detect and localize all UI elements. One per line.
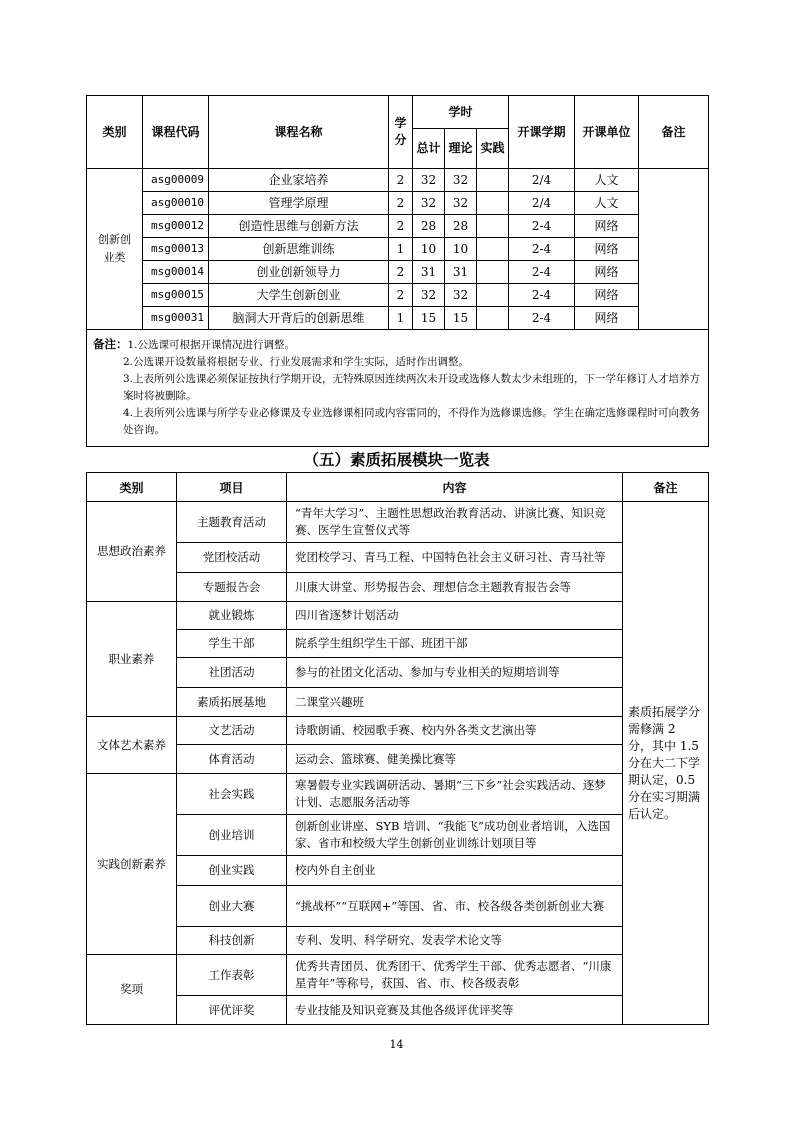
table-row [87,192,709,215]
item-cell: 学生干部 [177,630,287,658]
category-cell: 实践创新素养 [87,774,177,955]
header-category: 类别 [87,473,177,502]
remarks-cell: 素质拓展学分需修满 2 分，其中 1.5 分在大二下学期认定，0.5 分在实习期满后认定。 [623,502,709,1025]
remarks-cell [639,169,709,330]
cell-theory: 32 [445,284,477,307]
table-row [87,502,709,543]
table-row [87,886,709,927]
content-cell: “青年大学习”、主题性思想政治教育活动、讲演比赛、知识竞赛、医学生宣誓仪式等 [287,502,623,543]
item-cell: 体育活动 [177,745,287,774]
header-content: 内容 [287,473,623,502]
cell-theory: 31 [445,261,477,284]
category-cell: 文体艺术素养 [87,717,177,774]
item-cell: 科技创新 [177,927,287,955]
notes-row [87,330,709,447]
item-cell: 文艺活动 [177,717,287,745]
content-cell: 运动会、篮球赛、健美操比赛等 [287,745,623,774]
cell-practice [477,238,509,261]
table-row [87,543,709,573]
cell-name: 脑洞大开背后的创新思维 [209,307,389,330]
header-item: 项目 [177,473,287,502]
cell-practice [477,192,509,215]
item-cell: 就业锻炼 [177,602,287,630]
cell-total: 15 [413,307,445,330]
cell-unit: 网络 [575,284,639,307]
table-row [87,856,709,886]
content-cell: 校内外自主创业 [287,856,623,886]
cell-semester: 2-4 [509,261,575,284]
cell-credits: 2 [389,284,413,307]
category-cell: 奖项 [87,955,177,1025]
cell-name: 创新思维训练 [209,238,389,261]
cell-unit: 网络 [575,215,639,238]
content-cell: 四川省逐梦计划活动 [287,602,623,630]
table-row [87,996,709,1025]
cell-semester: 2-4 [509,307,575,330]
table-row [87,169,709,192]
cell-practice [477,215,509,238]
cell-credits: 2 [389,192,413,215]
content-cell: 院系学生组织学生干部、班团干部 [287,630,623,658]
table-row [87,573,709,602]
content-cell: 诗歌朗诵、校园歌手赛、校内外各类文艺演出等 [287,717,623,745]
content-cell: “挑战杯”“互联网+”等国、省、市、校各级各类创新创业大赛 [287,886,623,927]
page-number: 14 [389,1038,404,1051]
header-total-hours: 总计 [413,129,445,169]
cell-code: msg00013 [143,238,209,261]
table-row [87,658,709,688]
cell-theory: 32 [445,192,477,215]
cell-practice [477,169,509,192]
header-category: 类别 [87,96,143,169]
cell-total: 28 [413,215,445,238]
cell-semester: 2-4 [509,215,575,238]
content-cell: 创新创业讲座、SYB 培训、“我能飞”成功创业者培训，入选国家、省市和校级大学生创新创业训练计划项目等 [287,815,623,856]
cell-credits: 2 [389,169,413,192]
cell-total: 10 [413,238,445,261]
section-title: （五）素质拓展模块一览表 [303,451,490,469]
cell-semester: 2-4 [509,238,575,261]
note-line: 4.上表所列公选课与所学专业必修课及专业选修课相同或内容雷同的，不得作为选修课选修。学生在确定选修课程时可向教务处咨询。 [123,407,701,436]
item-cell: 专题报告会 [177,573,287,602]
cell-name: 创造性思维与创新方法 [209,215,389,238]
content-cell: 优秀共青团员、优秀团干、优秀学生干部、优秀志愿者、“川康星青年”等称号，获国、省、市、校各级表彰 [287,955,623,996]
item-cell: 主题教育活动 [177,502,287,543]
content-cell: 专业技能及知识竞赛及其他各级评优评奖等 [287,996,623,1025]
table-row [87,307,709,330]
note-line: 1.公选课可根据开课情况进行调整。 [127,339,296,351]
cell-semester: 2/4 [509,192,575,215]
cell-code: msg00012 [143,215,209,238]
content-cell: 专利、发明、科学研究、发表学术论文等 [287,927,623,955]
cell-unit: 人文 [575,192,639,215]
cell-unit: 人文 [575,169,639,192]
cell-code: asg00010 [143,192,209,215]
item-cell: 创业培训 [177,815,287,856]
cell-code: msg00031 [143,307,209,330]
quality-table [86,472,709,1025]
item-cell: 创业实践 [177,856,287,886]
quality-table-body [87,502,709,1025]
cell-code: msg00014 [143,261,209,284]
cell-name: 创业创新领导力 [209,261,389,284]
item-cell: 创业大赛 [177,886,287,927]
cell-practice [477,284,509,307]
item-cell: 工作表彰 [177,955,287,996]
table-row [87,688,709,717]
table-row [87,261,709,284]
header-course-name: 课程名称 [209,96,389,169]
content-cell: 二课堂兴趣班 [287,688,623,717]
header-theory-hours: 理论 [445,129,477,169]
notes-label: 备注： [93,337,128,351]
item-cell: 评优评奖 [177,996,287,1025]
table-row [87,717,709,745]
table-row [87,815,709,856]
header-practice-hours: 实践 [477,129,509,169]
cell-credits: 1 [389,307,413,330]
header-credits: 学分 [389,96,413,169]
cell-code: asg00009 [143,169,209,192]
cell-total: 32 [413,169,445,192]
category-cell: 思想政治素养 [87,502,177,602]
cell-theory: 32 [445,169,477,192]
cell-unit: 网络 [575,238,639,261]
cell-name: 大学生创新创业 [209,284,389,307]
cell-credits: 2 [389,261,413,284]
header-remarks: 备注 [623,473,709,502]
table-row [87,602,709,630]
note-line: 3.上表所列公选课必须保证按执行学期开设，无特殊原因连续两次未开设或选修人数太少未组班的，下一学年修订人才培养方案时将被删除。 [123,373,701,402]
cell-unit: 网络 [575,261,639,284]
cell-total: 31 [413,261,445,284]
header-remarks: 备注 [639,96,709,169]
cell-theory: 28 [445,215,477,238]
header-unit: 开课单位 [575,96,639,169]
table-row [87,284,709,307]
content-cell: 参与的社团文化活动、参加与专业相关的短期培训等 [287,658,623,688]
notes-cell [87,330,709,447]
cell-name: 管理学原理 [209,192,389,215]
content-cell: 川康大讲堂、形势报告会、理想信念主题教育报告会等 [287,573,623,602]
table-row [87,215,709,238]
content-cell: 党团校学习、青马工程、中国特色社会主义研习社、青马社等 [287,543,623,573]
cell-code: msg00015 [143,284,209,307]
course-table [86,95,709,447]
cell-semester: 2-4 [509,284,575,307]
cell-name: 企业家培养 [209,169,389,192]
cell-practice [477,261,509,284]
course-table-body [87,169,709,447]
table-row [87,774,709,815]
table-row [87,630,709,658]
header-semester: 开课学期 [509,96,575,169]
table-row [87,238,709,261]
category-cell: 创新创业类 [87,169,143,330]
table-row [87,745,709,774]
cell-semester: 2/4 [509,169,575,192]
table-row [87,955,709,996]
cell-total: 32 [413,284,445,307]
content-cell: 寒暑假专业实践调研活动、暑期“三下乡”社会实践活动、逐梦计划、志愿服务活动等 [287,774,623,815]
item-cell: 党团校活动 [177,543,287,573]
cell-theory: 15 [445,307,477,330]
category-cell: 职业素养 [87,602,177,717]
item-cell: 素质拓展基地 [177,688,287,717]
header-course-code: 课程代码 [143,96,209,169]
cell-total: 32 [413,192,445,215]
header-hours: 学时 [413,96,509,129]
cell-credits: 1 [389,238,413,261]
note-line: 2.公选课开设数量将根据专业、行业发展需求和学生实际，适时作出调整。 [123,356,470,368]
item-cell: 社团活动 [177,658,287,688]
cell-credits: 2 [389,215,413,238]
cell-theory: 10 [445,238,477,261]
item-cell: 社会实践 [177,774,287,815]
table-row [87,927,709,955]
cell-unit: 网络 [575,307,639,330]
cell-practice [477,307,509,330]
